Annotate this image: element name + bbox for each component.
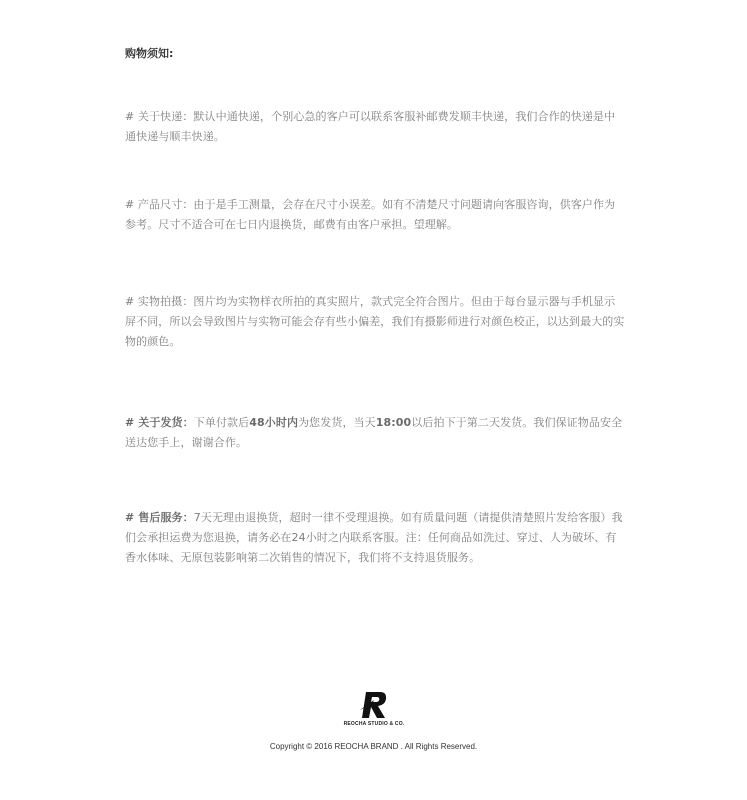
notice-text-part: 下单付款后 (193, 416, 250, 429)
notice-label: # 关于发货： (125, 416, 194, 429)
r-logo-icon (360, 690, 388, 720)
brand-logo (340, 690, 408, 734)
notice-text-part: 为您发货，当天 (298, 416, 376, 429)
notice-photos (125, 292, 625, 352)
notice-text: 由于是手工测量，会存在尺寸小误差。如有不清楚尺寸问题请向客服咨询，供客户作为参考。尺寸不适合可在七日内退换货，邮费有由客户承担。望理解。 (125, 198, 616, 231)
notice-label: # 实物拍摄： (125, 295, 194, 308)
notice-label: # 关于快递： (125, 110, 194, 123)
notice-text: 图片均为实物样衣所拍的真实照片，款式完全符合图片。但由于每台显示器与手机显示屏不同，所以会导致图片与实物可能会存有些小偏差，我们有摄影师进行对颜色校正，以达到最大的实物的颜色。 (125, 295, 625, 348)
notice-shipping (125, 107, 625, 147)
notice-label: # 售后服务： (125, 511, 194, 524)
notice-delivery (125, 413, 625, 453)
notice-label: # 产品尺寸： (125, 198, 194, 211)
notice-text-part: 以后拍下于第二天发货。我们保证物品安全送达您手上，谢谢合作。 (125, 416, 623, 449)
page-heading: 购物须知: (125, 47, 174, 60)
notice-size (125, 195, 625, 235)
notice-highlight: 18:00 (375, 416, 412, 429)
copyright-text: Copyright © 2016 REOCHA BRAND . All Rights Reserved. (269, 742, 478, 751)
notice-text: 7天无理由退换货，超时一律不受理退换。如有质量问题（请提供清楚照片发给客服）我们会承担运费为您退换，请务必在24小时之内联系客服。注：任何商品如洗过、穿过、人为破坏、有香水体味、无原包装影响第二次销售的情况下，我们将不支持退货服务。 (125, 511, 623, 564)
notice-highlight: 48小时内 (249, 416, 299, 429)
notice-after-sales (125, 508, 625, 568)
notice-text: 默认中通快递，个别心急的客户可以联系客服补邮费发顺丰快递，我们合作的快递是中通快递与顺丰快递。 (125, 110, 616, 143)
brand-name: REOCHA STUDIO & CO. (343, 721, 405, 727)
